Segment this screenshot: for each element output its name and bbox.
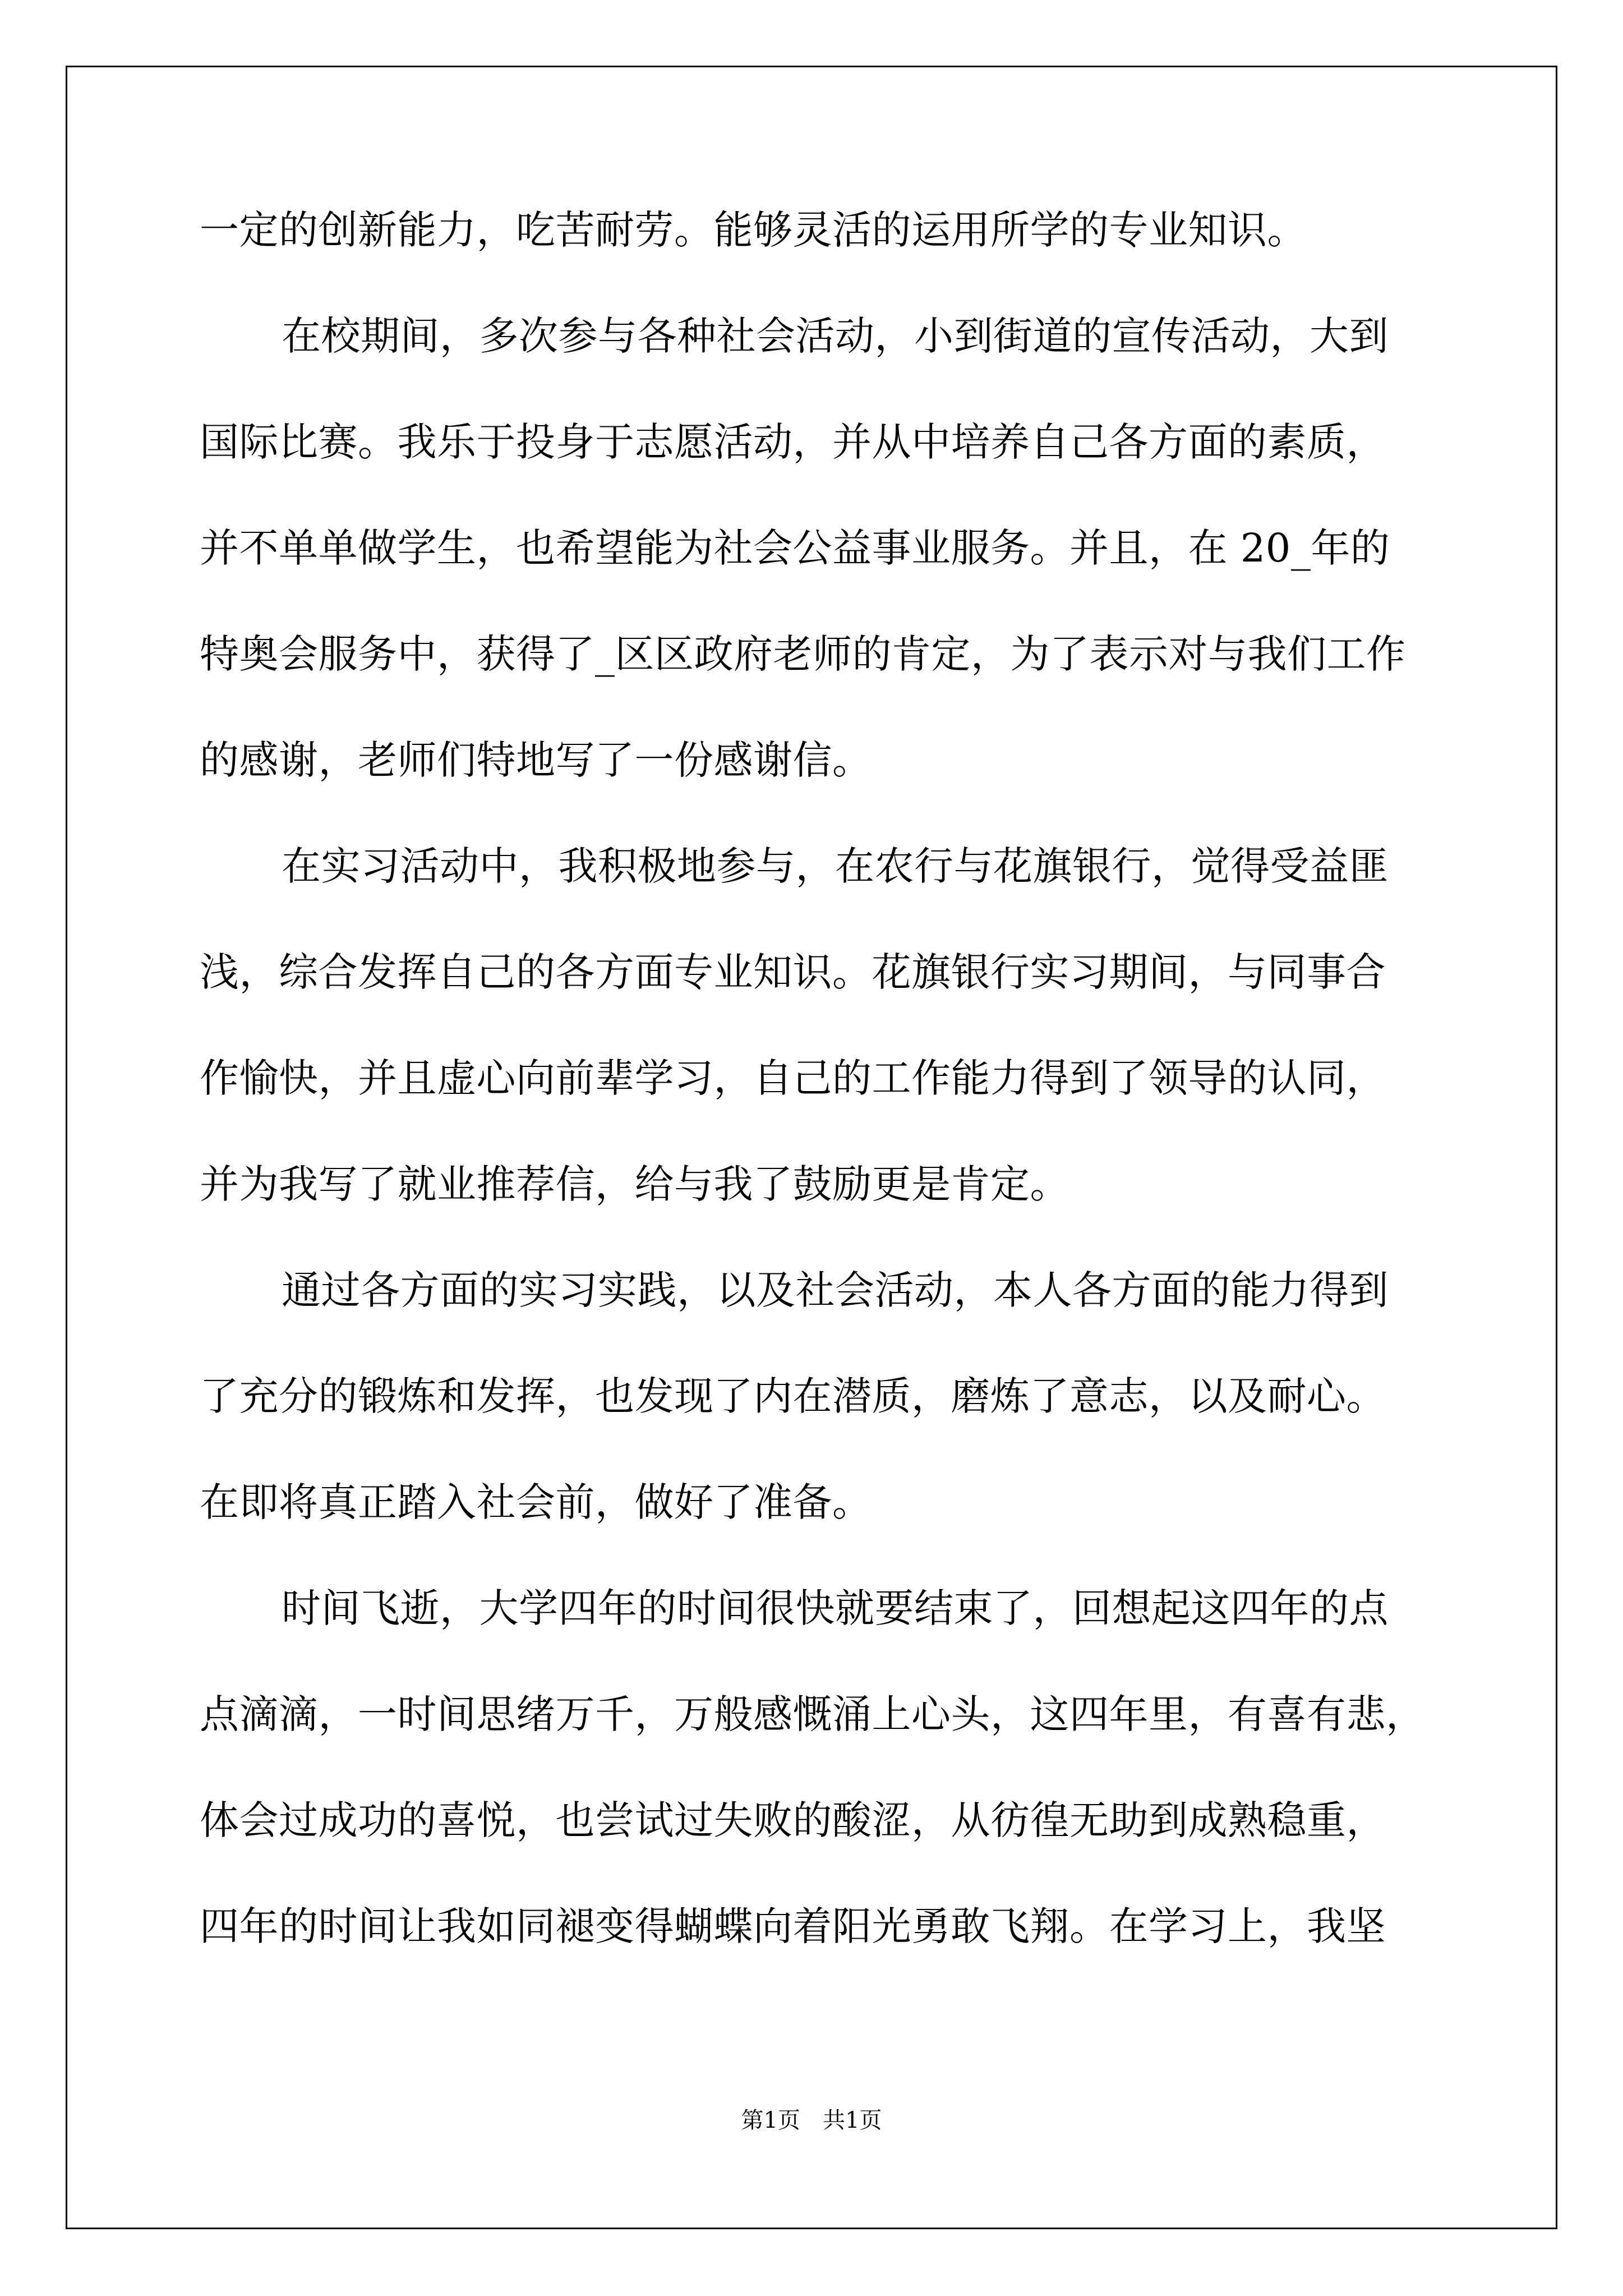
text-line: 时间飞逝，大学四年的时间很快就要结束了，回想起这四年的点 <box>282 1585 1389 1631</box>
text-line: 体会过成功的喜悦，也尝试过失败的酸涩，从彷徨无助到成熟稳重， <box>200 1797 1386 1843</box>
text-line: 通过各方面的实习实践，以及社会活动，本人各方面的能力得到 <box>282 1267 1389 1313</box>
paragraph-1 <box>200 203 1433 309</box>
text-line: 一定的创新能力，吃苦耐劳。能够灵活的运用所学的专业知识。 <box>200 207 1307 253</box>
text-line: 并不单单做学生，也希望能为社会公益事业服务。并且，在 20_年的 <box>200 525 1390 571</box>
document-body <box>200 203 1433 2005</box>
text-line: 了充分的锻炼和发挥，也发现了内在潜质，磨炼了意志，以及耐心。 <box>200 1373 1386 1419</box>
text-line: 在实习活动中，我积极地参与，在农行与花旗银行，觉得受益匪 <box>282 843 1389 889</box>
text-line: 在即将真正踏入社会前，做好了准备。 <box>200 1479 872 1525</box>
text-line: 作愉快，并且虚心向前辈学习，自己的工作能力得到了领导的认同， <box>200 1055 1386 1101</box>
paragraph-2 <box>200 309 1433 839</box>
text-line: 的感谢，老师们特地写了一份感谢信。 <box>200 737 872 783</box>
text-line: 国际比赛。我乐于投身于志愿活动，并从中培养自己各方面的素质， <box>200 419 1386 465</box>
text-line: 特奥会服务中，获得了_区区政府老师的肯定，为了表示对与我们工作 <box>200 631 1406 677</box>
page-footer <box>0 2106 1623 2134</box>
paragraph-4 <box>200 1263 1433 1581</box>
text-line: 点滴滴，一时间思绪万千，万般感慨涌上心头，这四年里，有喜有悲， <box>200 1691 1426 1737</box>
text-line: 四年的时间让我如同褪变得蝴蝶向着阳光勇敢飞翔。在学习上，我坚 <box>200 1903 1386 1949</box>
text-line: 在校期间，多次参与各种社会活动，小到街道的宣传活动，大到 <box>282 313 1389 359</box>
page-number-total: 共1页 <box>823 2108 882 2133</box>
text-line: 并为我写了就业推荐信，给与我了鼓励更是肯定。 <box>200 1161 1069 1207</box>
paragraph-3 <box>200 839 1433 1263</box>
text-line: 浅，综合发挥自己的各方面专业知识。花旗银行实习期间，与同事合 <box>200 949 1386 995</box>
paragraph-5 <box>200 1581 1433 2005</box>
page-number-current: 第1页 <box>741 2108 800 2133</box>
